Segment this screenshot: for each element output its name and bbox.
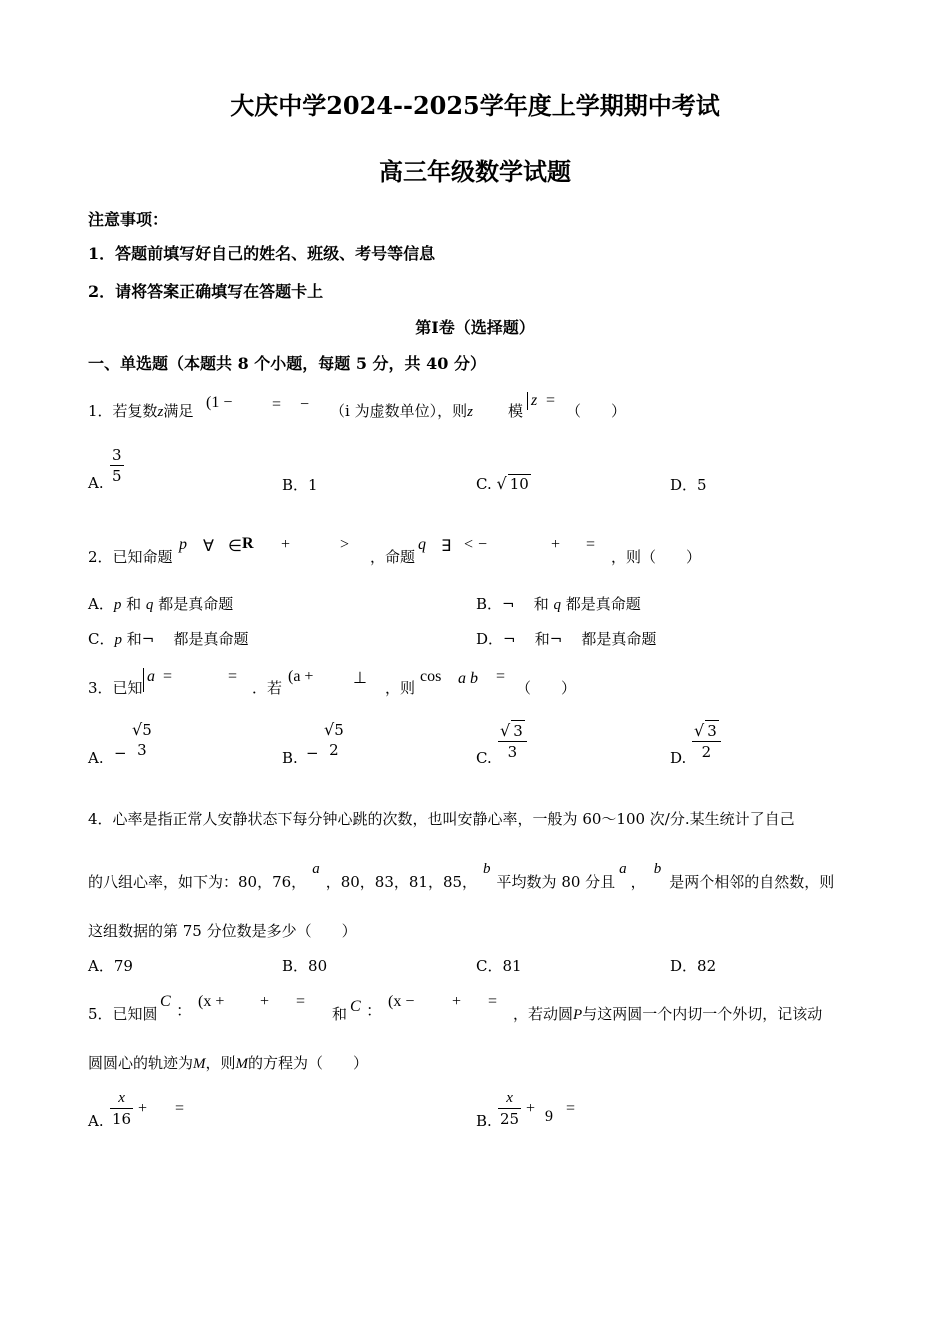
q2-a-q: q <box>145 597 154 613</box>
q5-a-plus: + <box>138 1100 148 1117</box>
q3-option-b <box>322 720 346 760</box>
q3-eq2: = <box>228 668 238 685</box>
q4-option-a: A．79 <box>88 957 133 975</box>
q5-line2b: ，则 <box>205 1054 236 1072</box>
q3-option-b-sign: − <box>306 744 319 762</box>
q1-note <box>330 400 473 421</box>
q2-a-label: A． <box>88 595 114 613</box>
q4-option-b: B．80 <box>282 957 328 975</box>
exam-subtitle: 高三年级数学试题 <box>379 157 571 186</box>
q2-d-and: 和 <box>534 630 550 648</box>
q3-d-num <box>692 720 721 742</box>
q1-var-z2: z <box>467 404 473 420</box>
q1-option-c <box>476 474 531 493</box>
q1-c-label: C. <box>476 475 492 493</box>
q5-plus1: + <box>260 993 270 1010</box>
q3-option-d-label: D. <box>670 749 687 767</box>
not-icon: ¬ <box>502 595 515 613</box>
q5-option-a <box>110 1088 133 1129</box>
q5-option-b <box>498 1088 521 1129</box>
q5-line2 <box>88 1052 368 1073</box>
q1-var-z: z <box>157 404 164 420</box>
q5-C1: C <box>160 993 171 1010</box>
q1-c-rad: 10 <box>509 475 529 493</box>
q5-eqs1: = <box>296 993 306 1010</box>
q2-a-and: 和 <box>126 595 142 613</box>
q5-and: 和 <box>332 1005 348 1023</box>
q2-prefix: 2．已知命题 <box>88 548 173 566</box>
q1-a-den: 5 <box>112 467 122 485</box>
not-icon: ¬ <box>141 630 155 648</box>
q2-c-and: 和 <box>126 630 142 648</box>
q3-option-a-label: A. <box>88 749 104 767</box>
q3-option-b-label: B. <box>282 749 298 767</box>
q2-c-tail: 都是真命题 <box>173 630 249 648</box>
q4-var-a: a <box>312 861 320 877</box>
q4-option-d: D．82 <box>670 957 717 975</box>
q3-c-den: 3 <box>507 743 518 761</box>
q5-var-P: P <box>573 1007 583 1023</box>
q5-eq1a: (x + <box>198 993 225 1010</box>
q5-C2: C <box>350 998 361 1015</box>
q5-eq2a: (x − <box>388 993 415 1010</box>
q3-c-num <box>498 720 527 742</box>
q5-b-den2: 9 <box>545 1108 553 1125</box>
q5-tail <box>513 1003 822 1024</box>
q4-line3: 这组数据的第 75 分位数是多少（ ） <box>88 922 357 940</box>
q2-option-d <box>476 628 656 649</box>
q3-a-den: 3 <box>137 741 147 759</box>
q1-note-text: （i 为虚数单位），则 <box>330 402 468 420</box>
sqrt-icon: √ <box>694 721 705 740</box>
sqrt-icon: √ <box>324 720 335 739</box>
q5-a-eq: = <box>175 1100 185 1117</box>
q5-b-frac <box>498 1088 521 1129</box>
q1-option-a-frac <box>110 445 124 486</box>
q1-frag3: − <box>300 396 310 413</box>
q5-tail2: 与这两圆一个内切一个外切，记该动 <box>582 1005 823 1023</box>
q5-plus2: + <box>452 993 462 1010</box>
q3-option-c-label: C. <box>476 749 492 767</box>
q4-comma: ， <box>630 873 646 891</box>
q3-b-num-val: 5 <box>334 721 344 739</box>
q1-abs-z: z <box>527 392 537 410</box>
q1-mid: 满足 <box>163 402 194 420</box>
q3-eq1: = <box>163 668 173 685</box>
q5-option-b-label: B. <box>476 1112 492 1130</box>
q3-b-frac <box>322 720 346 760</box>
q5-a-frac <box>110 1088 133 1129</box>
q3-option-a <box>130 720 154 760</box>
q4-line2c: 平均数为 80 分且 <box>496 873 616 891</box>
q4-option-c: C．81 <box>476 957 522 975</box>
q2-p: p <box>179 536 187 553</box>
q1-a-num: 3 <box>112 446 122 464</box>
q3-a-frac <box>130 720 154 760</box>
q3-eq3: = <box>496 668 506 685</box>
q2-option-b <box>476 593 641 614</box>
q5-var-M2: M <box>235 1056 249 1072</box>
q3-b-num <box>322 720 346 740</box>
q2-gt: > <box>340 536 350 553</box>
q2-forall: ∀ <box>203 538 214 555</box>
q1-paren: （ ） <box>566 402 627 420</box>
q5-b-plus: + <box>526 1100 536 1117</box>
q2-c-p: p <box>114 632 122 648</box>
q5-prefix: 5．已知圆 <box>88 1005 158 1023</box>
q3-c-frac <box>498 720 527 762</box>
q1-frag1: (1 − <box>206 394 233 411</box>
q2-in: ∈ <box>228 538 242 555</box>
q2-option-c <box>88 628 248 649</box>
q2-eq: = <box>586 536 596 553</box>
notes-heading: 注意事项： <box>88 210 169 229</box>
q3-c-num-val: 3 <box>513 722 523 740</box>
q2-minus: − <box>478 536 488 553</box>
q3-d-num-val: 3 <box>707 722 717 740</box>
q3-option-a-sign: − <box>114 744 127 762</box>
q3-d-den: 2 <box>701 743 712 761</box>
q4-line2 <box>88 861 835 892</box>
q2-tail: ，则（ ） <box>611 548 702 566</box>
q3-mid: ，则 <box>385 679 416 697</box>
q3-ab: a b <box>458 670 478 687</box>
q3-a-num-val: 5 <box>142 721 152 739</box>
q5-b-num: x <box>498 1088 521 1109</box>
q2-b-q: q <box>553 597 561 613</box>
q2-plus2: + <box>551 536 561 553</box>
q4-line1: 4．心率是指正常人安静状态下每分钟心跳的次数，也叫安静心率，一般为 60～100 次/分.某生统计了自己 <box>88 810 795 828</box>
q2-a-tail: 都是真命题 <box>158 595 234 613</box>
q1-option-a-label: A. <box>88 474 104 492</box>
part-heading: 第Ⅰ卷（选择题） <box>415 318 535 337</box>
q1-frag2: = <box>272 396 282 413</box>
q4-line2d: 是两个相邻的自然数，则 <box>669 873 835 891</box>
q4-var-b2: b <box>653 861 662 877</box>
q5-line2c: 的方程为（ ） <box>248 1054 369 1072</box>
not-icon: ¬ <box>549 630 563 648</box>
q3-option-d <box>692 720 721 762</box>
not-icon: ¬ <box>503 630 516 648</box>
q2-b-tail: 都是真命题 <box>565 595 641 613</box>
exam-title: 大庆中学2024--2025学年度上学期期中考试 <box>230 91 720 120</box>
q5-var-M: M <box>193 1056 206 1072</box>
section-heading: 一、单选题（本题共 8 个小题，每题 5 分，共 40 分） <box>88 354 486 373</box>
q5-eqs2: = <box>488 993 498 1010</box>
q1-mod: 模 <box>508 402 524 420</box>
q3-dot: ．若 <box>252 679 283 697</box>
q3-option-c <box>498 720 527 762</box>
q3-d-frac <box>692 720 721 762</box>
q5-colon1: ： <box>176 1003 193 1020</box>
q4-line2a: 的八组心率，如下为：80，76， <box>88 873 307 891</box>
sqrt-icon: √ <box>500 721 511 740</box>
q2-exists: ∃ <box>441 538 452 555</box>
q2-plus: + <box>281 536 291 553</box>
q2-option-a <box>88 593 233 614</box>
q2-a-p: p <box>113 597 122 613</box>
q1-frag5: = <box>546 392 556 409</box>
q2-lt: < <box>464 536 474 553</box>
q2-c-label: C． <box>88 630 115 648</box>
q4-line2b: ，80，83，81，85， <box>325 873 478 891</box>
sqrt-icon: √ <box>132 720 143 739</box>
q2-q: q <box>418 536 426 553</box>
q5-a-den: 16 <box>112 1110 132 1128</box>
q2-d-label: D． <box>476 630 504 648</box>
q1-option-a <box>110 445 124 486</box>
q3-perp: ⊥ <box>353 670 367 687</box>
q5-b-den: 25 <box>500 1110 520 1128</box>
sqrt-icon: √ <box>496 474 507 493</box>
q5-colon2: ： <box>366 1003 383 1020</box>
q3-cos: cos <box>420 668 442 685</box>
q2-b-and: 和 <box>533 595 549 613</box>
q3-prefix: 3．已知 <box>88 679 143 697</box>
q4-var-a2: a <box>619 861 627 877</box>
q1-option-d: D．5 <box>670 476 707 494</box>
q5-tail-text: ，若动圆 <box>513 1005 574 1023</box>
q1-option-b: B．1 <box>282 476 318 494</box>
q5-a-num: x <box>110 1088 133 1109</box>
q1-prefix: 1．若复数 <box>88 402 158 420</box>
q3-apar: (a + <box>288 668 314 685</box>
q5-line2a: 圆圆心的轨迹为 <box>88 1054 194 1072</box>
q4-var-b: b <box>483 861 491 877</box>
q3-b-den: 2 <box>329 741 339 759</box>
q2-mid: ，命题 <box>370 548 416 566</box>
q2-b-label: B． <box>476 595 503 613</box>
q3-paren: （ ） <box>516 679 577 697</box>
notes-item-1: 1．答题前填写好自己的姓名、班级、考号等信息 <box>88 244 436 263</box>
q2-R: R <box>242 535 254 552</box>
q3-a-num <box>130 720 154 740</box>
notes-item-2: 2．请将答案正确填写在答题卡上 <box>88 282 324 301</box>
q1-stem <box>88 400 193 421</box>
q3-a: a <box>143 668 155 692</box>
q5-b-eq: = <box>566 1100 576 1117</box>
q2-d-tail: 都是真命题 <box>581 630 657 648</box>
q5-option-a-label: A. <box>88 1112 104 1130</box>
